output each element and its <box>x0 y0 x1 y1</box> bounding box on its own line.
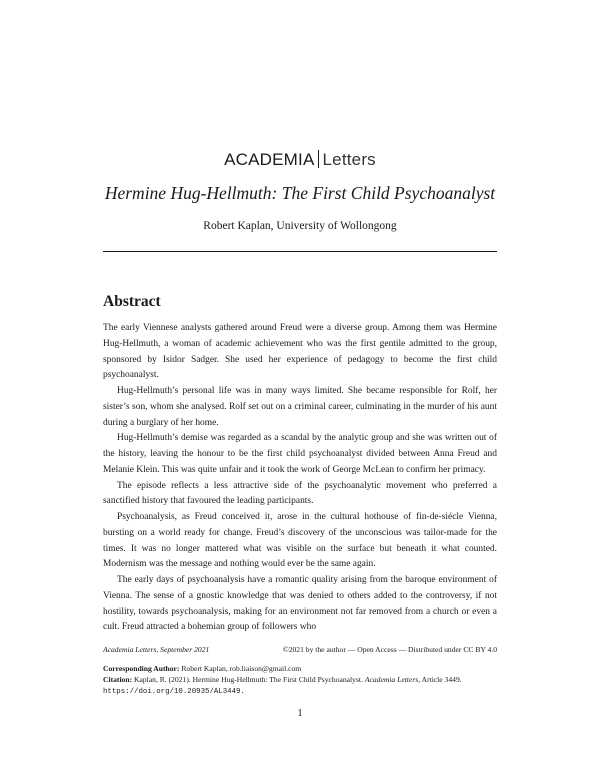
paragraph: The early Viennese analysts gathered around Freud were a diverse group. Among them was Hermine Hug-Hellmuth, a woman of academic achievement who was the first gentile admitted to the group, sponsored by Isidor Sadger. She used her experience of pedagogy to become the first child psychoanalyst. <box>103 323 497 381</box>
paragraph: Psychoanalysis, as Freud conceived it, arose in the cultural hothouse of fin-de-siécle Vienna, bursting on a world ready for change. Freud’s discovery of the unconscious was tailor-made for the times. It was no longer mattered what was visible on the surface but beneath it what counted. Modernism was the message and nothing would ever be the same again. <box>103 512 497 570</box>
citation-text: Kaplan, R. (2021). Hermine Hug-Hellmuth: The First Child Psychoanalyst. <box>134 675 363 684</box>
footer-meta <box>103 644 497 698</box>
brand-sub: Letters <box>322 150 376 169</box>
citation <box>103 674 497 698</box>
abstract-body <box>103 321 497 636</box>
corr-label: Corresponding Author: <box>103 664 180 673</box>
doi-link[interactable]: https://doi.org/10.20935/AL3449. <box>103 688 245 696</box>
article-title: Hermine Hug-Hellmuth: The First Child Psychoanalyst <box>104 183 496 203</box>
paragraph: Hug-Hellmuth’s demise was regarded as a scandal by the analytic group and she was written out of the history, leaving the honour to be the first child psychoanalyst divided between Anna Freud and Melanie Klein. This was quite unfair and it took the work of George McLean to confirm her primacy. <box>103 433 497 475</box>
license-text: ©2021 by the author — Open Access — Distributed under CC BY 4.0 <box>282 645 497 654</box>
paragraph: The episode reflects a less attractive side of the psychoanalytic movement who preferred a sanctified history that favoured the leading participants. <box>103 480 497 507</box>
journal-date: Academia Letters, September 2021 <box>103 645 210 654</box>
title-rule <box>103 251 497 252</box>
brand-separator <box>318 150 319 168</box>
abstract-heading: Abstract <box>103 293 161 310</box>
author-line: Robert Kaplan, University of Wollongong <box>203 220 397 232</box>
corresponding-author <box>103 663 497 674</box>
citation-label: Citation: <box>103 675 133 684</box>
brand-main: ACADEMIA <box>224 150 315 169</box>
citation-journal: Academia Letters <box>364 675 419 684</box>
footer-journal-line <box>103 644 497 655</box>
page-number: 1 <box>297 708 303 719</box>
paragraph: The early days of psychoanalysis have a romantic quality arising from the baroque environment of Vienna. The sense of a gnostic knowledge that was denied to others added to the controversy, if not hostility, towards psychoanalysis, making for an environment not far removed from a church or even a cult. Freud attracted a bohemian group of followers who <box>103 575 497 633</box>
corr-value: Robert Kaplan, rob.liaison@gmail.com <box>181 664 302 673</box>
journal-brand <box>0 150 600 170</box>
paragraph: Hug-Hellmuth’s personal life was in many ways limited. She became responsible for Rolf, her sister’s son, whom she analysed. Rolf set out on a criminal career, culminating in the murder of his aunt during a burglary of her home. <box>103 386 497 428</box>
citation-article: , Article 3449. <box>418 675 462 684</box>
